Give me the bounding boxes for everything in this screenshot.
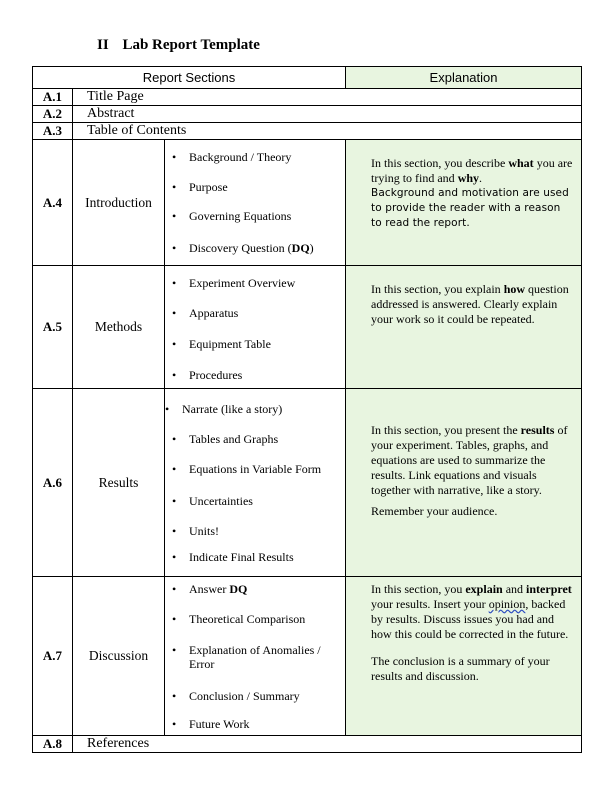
explanation-text: In this section, you describe what you are trying to find and why. bbox=[371, 156, 573, 185]
row-topics bbox=[165, 577, 346, 736]
row-topics bbox=[165, 266, 346, 389]
list-item: • Governing Equations bbox=[189, 209, 339, 223]
row-name: Table of Contents bbox=[73, 123, 582, 140]
list-item: • Background / Theory bbox=[189, 150, 339, 164]
row-code: A.1 bbox=[33, 89, 73, 106]
list-item: • Future Work bbox=[189, 717, 339, 731]
report-sections-table bbox=[32, 66, 582, 753]
explanation-text: Remember your audience. bbox=[371, 504, 498, 518]
list-item: • Purpose bbox=[189, 180, 339, 194]
row-name: Introduction bbox=[73, 140, 165, 266]
list-item: • Equipment Table bbox=[189, 337, 339, 351]
list-item: • Equations in Variable Form bbox=[189, 462, 339, 476]
table-row-a7 bbox=[33, 577, 582, 736]
header-report-sections: Report Sections bbox=[33, 67, 346, 89]
list-item: • Theoretical Comparison bbox=[189, 612, 339, 626]
list-item: • Apparatus bbox=[189, 306, 339, 320]
row-code: A.2 bbox=[33, 106, 73, 123]
row-name: Title Page bbox=[73, 89, 582, 106]
explanation-cell bbox=[346, 140, 582, 266]
explanation-cell bbox=[346, 389, 582, 577]
header-explanation: Explanation bbox=[346, 67, 582, 89]
table-row-a5 bbox=[33, 266, 582, 389]
table-row-a2 bbox=[33, 106, 582, 123]
row-code: A.4 bbox=[33, 140, 73, 266]
row-name: Methods bbox=[73, 266, 165, 389]
list-item: • Units! bbox=[189, 524, 339, 538]
explanation-text: In this section, you explain how question addressed is answered. Clearly explain your work so it could be repeated. bbox=[371, 282, 569, 326]
list-item: • Uncertainties bbox=[189, 494, 339, 508]
row-code: A.8 bbox=[33, 736, 73, 753]
table-row-a1 bbox=[33, 89, 582, 106]
list-item: • Procedures bbox=[189, 368, 339, 382]
list-item: • Experiment Overview bbox=[189, 276, 339, 290]
explanation-cell bbox=[346, 266, 582, 389]
list-item: • Conclusion / Summary bbox=[189, 689, 339, 703]
title-section-number: II bbox=[97, 37, 109, 53]
table-row-a4 bbox=[33, 140, 582, 266]
list-item: • Answer DQ bbox=[189, 582, 339, 596]
title-text: Lab Report Template bbox=[122, 37, 260, 53]
row-name: Discussion bbox=[73, 577, 165, 736]
table-row-a3 bbox=[33, 123, 582, 140]
row-code: A.6 bbox=[33, 389, 73, 577]
row-name: Abstract bbox=[73, 106, 582, 123]
row-name: References bbox=[73, 736, 582, 753]
list-item: • Discovery Question (DQ) bbox=[189, 241, 339, 255]
table-row-a8 bbox=[33, 736, 582, 753]
row-name: Results bbox=[73, 389, 165, 577]
row-code: A.3 bbox=[33, 123, 73, 140]
list-item: • Narrate (like a story) bbox=[182, 402, 339, 416]
row-topics bbox=[165, 389, 346, 577]
row-topics bbox=[165, 140, 346, 266]
row-code: A.5 bbox=[33, 266, 73, 389]
row-code: A.7 bbox=[33, 577, 73, 736]
table-row-a6 bbox=[33, 389, 582, 577]
explanation-cell bbox=[346, 577, 582, 736]
page-title bbox=[97, 37, 260, 54]
explanation-text: In this section, you present the results of your experiment. Tables, graphs, and equations are used to summarize the results. Link equations and visuals together with narrative, like a story. bbox=[371, 423, 568, 497]
list-item: • Tables and Graphs bbox=[189, 432, 339, 446]
explanation-text: In this section, you explain and interpret your results. Insert your opinion, backed by results. Discuss issues you had and how this could be corrected in the future. bbox=[371, 582, 572, 641]
table-header-row bbox=[33, 67, 582, 89]
list-item: • Explanation of Anomalies / Error bbox=[189, 643, 339, 671]
explanation-text: The conclusion is a summary of your results and discussion. bbox=[371, 654, 550, 683]
list-item: • Indicate Final Results bbox=[189, 550, 339, 564]
explanation-text: Background and motivation are used to provide the reader with a reason to read the report. bbox=[371, 187, 569, 229]
